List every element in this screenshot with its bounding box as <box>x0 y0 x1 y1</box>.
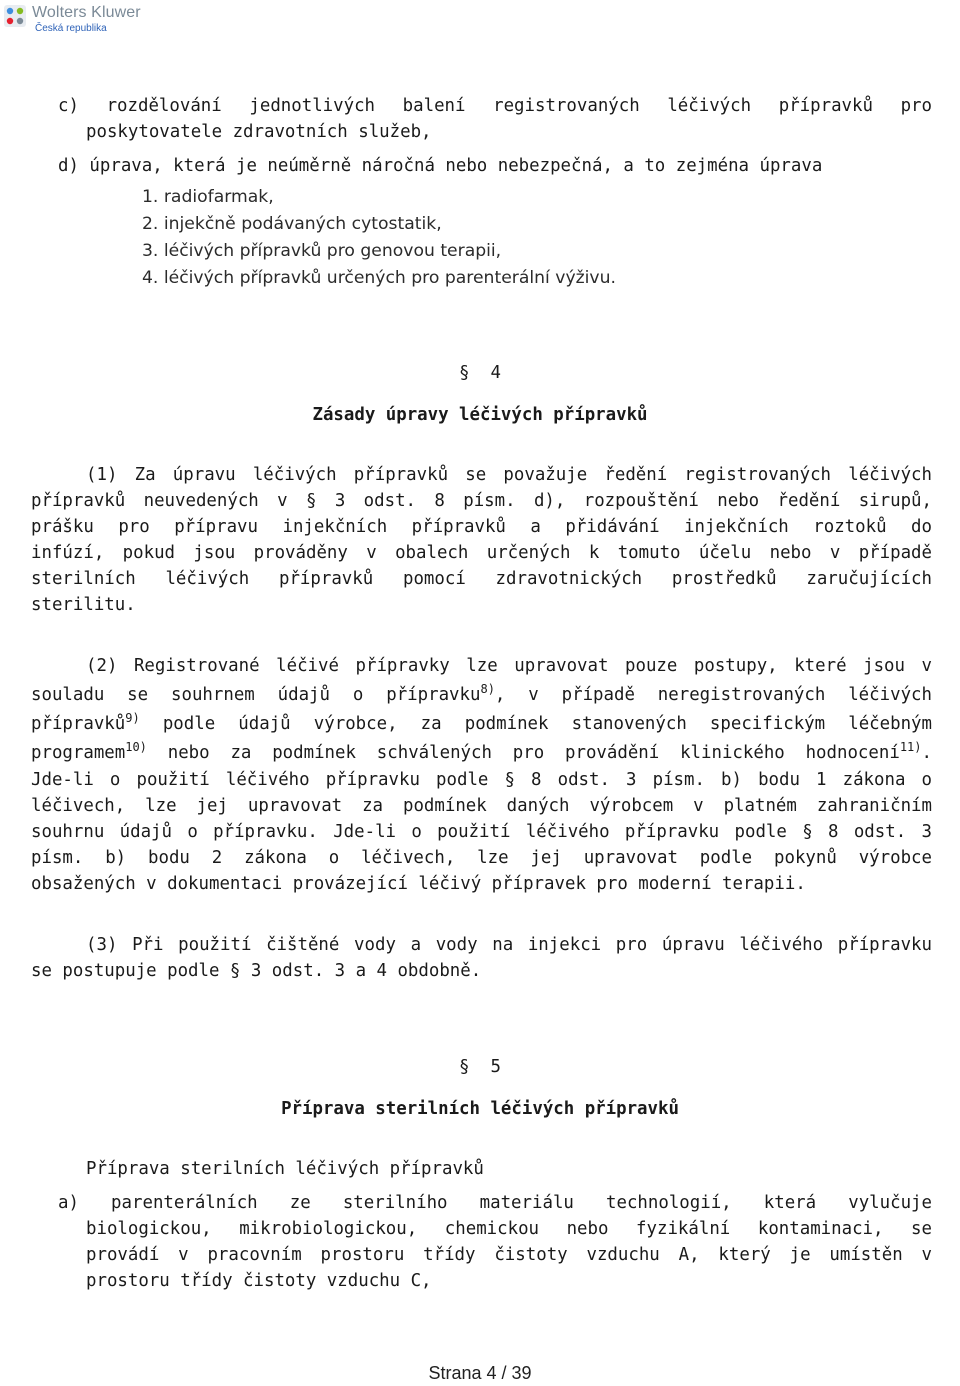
footnote-ref: 10) <box>125 740 147 754</box>
item-c-line-2: poskytovatele zdravotních služeb, <box>86 122 432 142</box>
list-item: 3. léčivých přípravků pro genovou terapii, <box>142 241 502 261</box>
footnote-ref: 11) <box>899 740 922 754</box>
item-d: d) úprava, která je neúměrně náročná nebo nebezpečná, a to zejména úprava <box>58 156 823 176</box>
para-2-line: programem$^{10)}$ nebo za podmínek schválených pro provádění klinického hodnocení$^{11)}$. <box>31 740 932 763</box>
section-4-number <box>0 360 960 386</box>
para-2-line: Jde-li o použití léčivého přípravku podle § 8 odst. 3 písm. b) bodu 1 zákona o <box>31 770 932 790</box>
item-a-line: provádí v pracovním prostoru třídy čistoty vzduchu A, který je umístěn v <box>86 1245 932 1265</box>
para-2-line: písm. b) bodu 2 zákona o léčivech, lze jej upravovat podle pokynů výrobce <box>31 848 932 868</box>
para-2-line: léčivech, lze jej upravovat za podmínek daných výrobcem v platném zahraničním <box>31 796 932 816</box>
section-number: 4 <box>490 363 501 383</box>
section-5-intro: Příprava sterilních léčivých přípravků <box>86 1159 484 1179</box>
para-2-line: (2) Registrované léčivé přípravky lze upravovat pouze postupy, které jsou v <box>86 656 932 676</box>
para-1-line: (1) Za úpravu léčivých přípravků se považuje ředění registrovaných léčivých <box>86 465 932 485</box>
wolters-kluwer-logo <box>4 5 164 35</box>
item-c-line-1: c) rozdělování jednotlivých balení registrovaných léčivých přípravků pro <box>58 96 932 116</box>
para-2-line: souhrnu údajů o přípravku. Jde-li o použití léčivého přípravku podle § 8 odst. 3 <box>31 822 932 842</box>
footnote-ref: 8) <box>480 682 495 696</box>
item-a-line: biologickou, mikrobiologickou, chemickou nebo fyzikální kontaminaci, se <box>86 1219 932 1239</box>
para-2-line: přípravků$^{9)}$ podle údajů výrobce, za podmínek stanovených specifickým léčebným <box>31 711 932 734</box>
para-1-line: prášku pro přípravu injekčních přípravků a přidávání injekčních roztoků do <box>31 517 932 537</box>
section-sign: § <box>459 363 470 383</box>
para-2-line: souladu se souhrnem údajů o přípravku$^{8)}$, v případě neregistrovaných léčivých <box>31 682 932 705</box>
para-1-line: sterilních léčivých přípravků pomocí zdravotnických prostředků zaručujících <box>31 569 932 589</box>
wolters-kluwer-logo-icon <box>4 5 26 27</box>
logo-subtitle: Česká republika <box>35 23 107 34</box>
para-1-line: přípravků neuvedených v § 3 odst. 8 písm. d), rozpouštění nebo ředění sirupů, <box>31 491 932 511</box>
list-item: 2. injekčně podávaných cytostatik, <box>142 214 442 234</box>
para-3-line: (3) Při použití čištěné vody a vody na injekci pro úpravu léčivého přípravku <box>86 935 932 955</box>
item-a-line: a) parenterálních ze sterilního materiálu technologií, která vylučuje <box>58 1193 932 1213</box>
page-number: Strana 4 / 39 <box>428 1363 532 1383</box>
footnote-ref: 9) <box>125 711 140 725</box>
section-sign: § <box>459 1057 470 1077</box>
list-item: 1. radiofarmak, <box>142 187 274 207</box>
item-a-line: prostoru třídy čistoty vzduchu C, <box>86 1271 432 1291</box>
para-2-line: obsažených v dokumentaci provázející léčivý přípravek pro moderní terapii. <box>31 874 806 894</box>
list-item: 4. léčivých přípravků určených pro parenterální výživu. <box>142 268 616 288</box>
para-1-line: sterilitu. <box>31 595 136 615</box>
para-1-line: infúzí, pokud jsou prováděny v obalech určených k tomuto účelu nebo v případě <box>31 543 932 563</box>
section-number: 5 <box>490 1057 501 1077</box>
section-4-title: Zásady úpravy léčivých přípravků <box>312 405 648 425</box>
section-5-title: Příprava sterilních léčivých přípravků <box>281 1099 679 1119</box>
para-3-line: se postupuje podle § 3 odst. 3 a 4 obdobně. <box>31 961 482 981</box>
logo-name: Wolters Kluwer <box>32 4 141 21</box>
section-5-number <box>0 1054 960 1080</box>
